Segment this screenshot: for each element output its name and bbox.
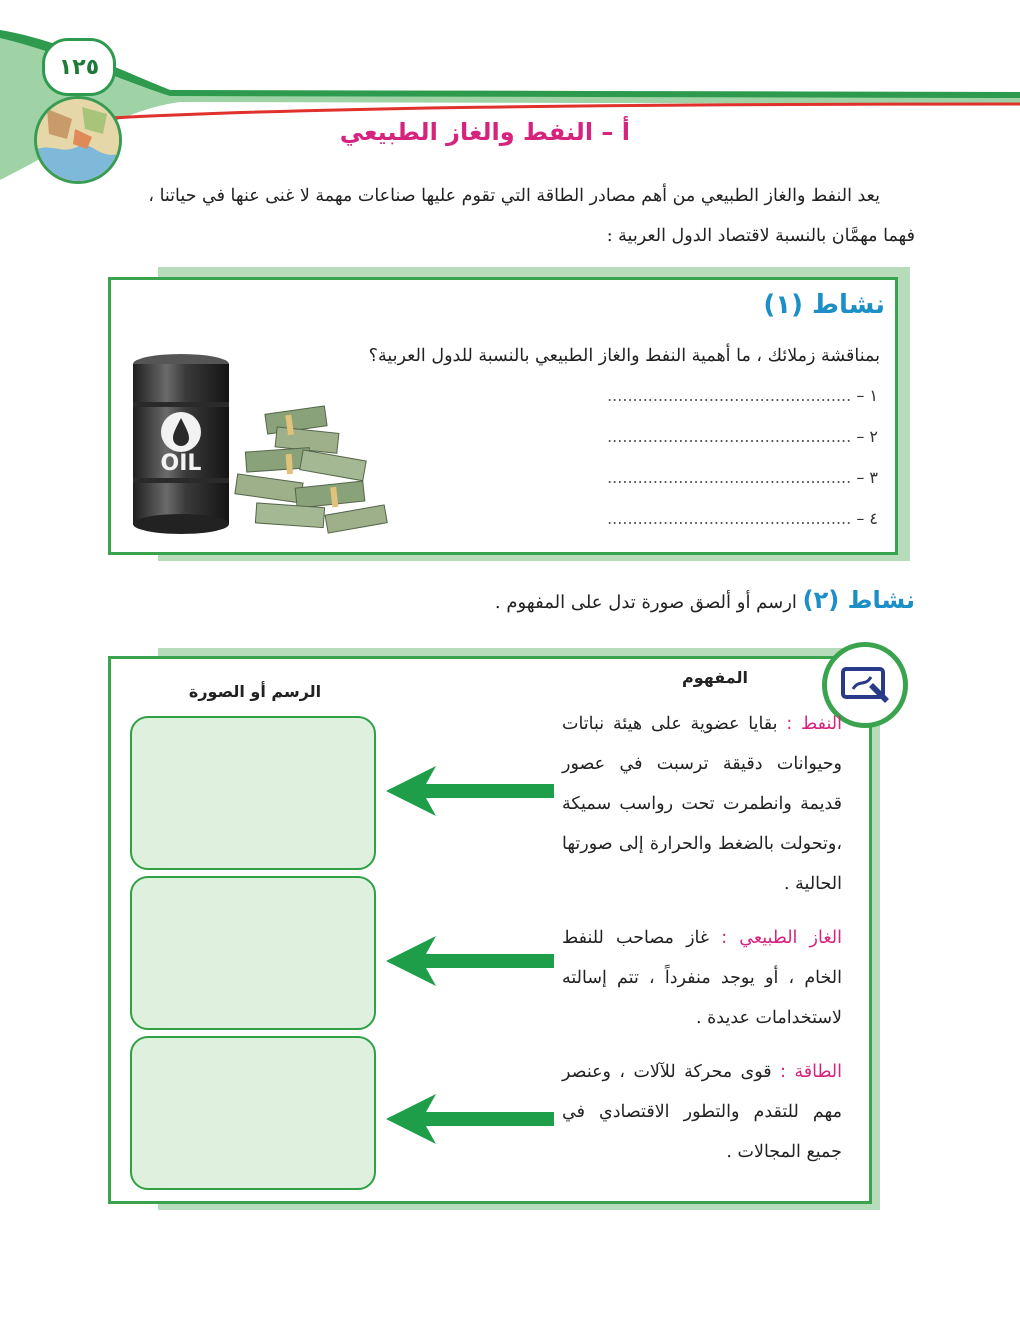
concept-natural-gas — [562, 918, 842, 1038]
intro-line-1: يعد النفط والغاز الطبيعي من أهم مصادر الطاقة التي تقوم عليها صناعات مهمة لا غنى عنها في حياتنا ، — [148, 186, 880, 206]
arrow-left-icon — [386, 1094, 554, 1144]
concept-term: النفط : — [786, 714, 842, 734]
concept-energy — [562, 1052, 842, 1172]
concept-definition: غاز مصاحب للنفط الخام ، أو يوجد منفرداً ، تتم إسالته لاستخدامات عديدة . — [562, 928, 842, 1028]
answer-line-4[interactable] — [498, 509, 878, 528]
answer-line-3[interactable] — [498, 468, 878, 487]
section-prefix: أ – — [601, 118, 630, 146]
oil-barrel-money-illustration — [126, 350, 396, 545]
answer-dots: ................................................ — [607, 509, 852, 528]
page-number: ١٢٥ — [42, 38, 116, 96]
answer-number: ٣ – — [856, 468, 878, 487]
answer-dots: ................................................ — [607, 386, 852, 405]
section-title-text: النفط والغاز الطبيعي — [339, 118, 594, 146]
activity2-title: نشاط (٢) — [802, 586, 915, 614]
concept-term: الطاقة : — [780, 1062, 842, 1082]
answer-line-1[interactable] — [498, 386, 878, 405]
answer-line-2[interactable] — [498, 427, 878, 446]
activity1-question: بمناقشة زملائك ، ما أهمية النفط والغاز الطبيعي بالنسبة للدول العربية؟ — [368, 346, 880, 366]
arrow-left-icon — [386, 766, 554, 816]
activity2-instruction: ارسم أو ألصق صورة تدل على المفهوم . — [494, 592, 797, 613]
answer-number: ٤ – — [856, 509, 878, 528]
answer-dots: ................................................ — [607, 427, 852, 446]
intro-line-2: فهما مهمَّان بالنسبة لاقتصاد الدول العربية : — [606, 226, 915, 246]
concept-term: الغاز الطبيعي : — [721, 928, 842, 948]
money-stack-icon — [235, 406, 387, 533]
answer-dots: ................................................ — [607, 468, 852, 487]
drawing-slot-energy[interactable] — [130, 1036, 376, 1190]
header-band — [0, 0, 1020, 200]
answer-number: ٢ – — [856, 427, 878, 446]
answer-number: ١ – — [856, 386, 878, 405]
concept-oil — [562, 704, 842, 904]
activity1-title: نشاط (١) — [763, 290, 885, 320]
barrel-label: OIL — [160, 451, 202, 476]
pencil-board-icon — [839, 663, 891, 707]
arrow-left-icon — [386, 936, 554, 986]
concept-definition: قوى محركة للآلات ، وعنصر مهم للتقدم والتطور الاقتصادي في جميع المجالات . — [562, 1062, 842, 1162]
concept-column-header: المفهوم — [681, 668, 749, 687]
activity2-heading — [470, 586, 915, 614]
drawing-slot-oil[interactable] — [130, 716, 376, 870]
oil-barrel-icon — [133, 354, 229, 534]
map-medallion-image — [34, 96, 122, 184]
drawing-column-header: الرسم أو الصورة — [188, 682, 322, 701]
concept-definition: بقايا عضوية على هيئة نباتات وحيوانات دقيقة ترسبت في عصور قديمة وانطمرت تحت رواسب سميكة ،وتحولت بالضغط والحرارة إلى صورتها الحالية . — [562, 714, 842, 894]
section-title — [300, 118, 630, 146]
drawing-slot-natural-gas[interactable] — [130, 876, 376, 1030]
